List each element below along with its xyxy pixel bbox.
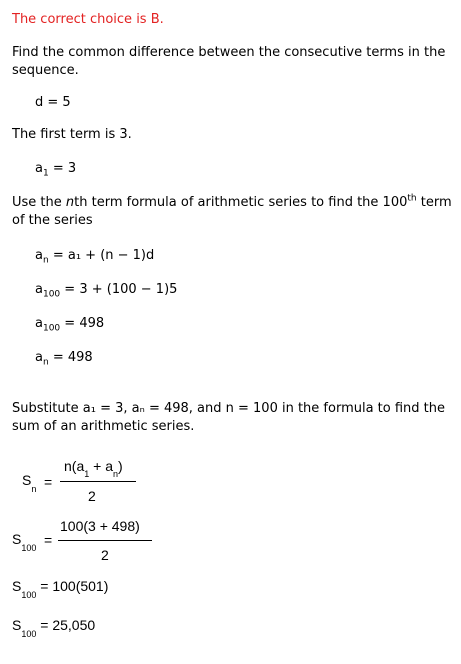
equation-an-formula: $a_n = a_1 + (n - 1)d$ [35, 248, 155, 266]
step-substitute: Substitute a₁ = 3, aₙ = 498, and n = 100 in the formula to find the sum of an arithmetic series. [12, 401, 446, 434]
sum-100-result: $S_{100} = 25,050$ [12, 617, 96, 639]
step-common-difference: Find the common difference between the consecutive terms in the sequence. [12, 45, 446, 78]
equation-a100-value: $a_{100} = 498$ [35, 316, 105, 334]
equation-d: d = 5 [35, 95, 71, 110]
step-nth-term: Use the nth term formula of arithmetic series to find the 100th term of the series [12, 193, 452, 228]
sum-100-product: $S_{100} = 100(501)$ [12, 578, 109, 600]
step-first-term: The first term is 3. [12, 127, 132, 142]
answer-header: The correct choice is B. [12, 12, 164, 27]
equation-an-value: $a_n = 498$ [35, 350, 93, 368]
equation-a100-substitution: $a_{100} = 3 + (100 - 1)5$ [35, 282, 178, 300]
equation-a1: $a_1 = 3$ [35, 161, 77, 179]
